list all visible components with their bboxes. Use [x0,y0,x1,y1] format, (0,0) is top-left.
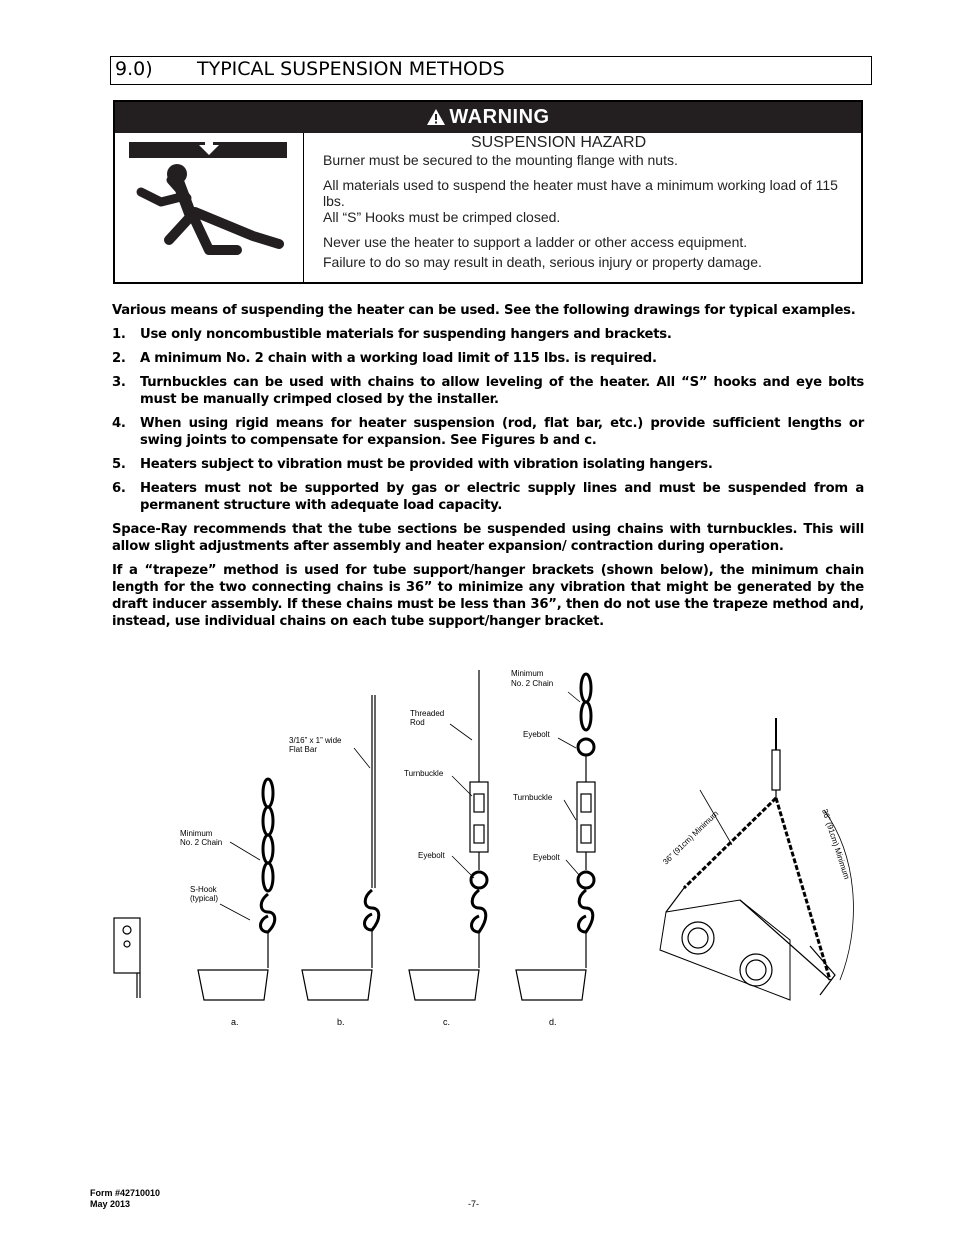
body-text [112,302,864,637]
intro-paragraph: Various means of suspending the heater can be used. See the following drawings for typical examples. [112,303,856,318]
label-min-chain-d-2: No. 2 Chain [511,679,554,688]
warning-line: All materials used to suspend the heater must have a minimum working load of 115 lbs. [323,177,838,209]
requirements-list [112,326,864,514]
label-threaded-rod: Threaded [410,709,445,718]
list-item-number: 2. [112,351,126,366]
list-item-number: 6. [112,481,126,496]
label-trapeze-left: 36” (91cm) Minimum [661,809,721,867]
list-item-number: 4. [112,416,126,431]
section-title: TYPICAL SUSPENSION METHODS [197,58,505,80]
trapeze-drawing [660,718,853,1000]
caption-b: b. [337,1017,345,1027]
list-item [112,456,864,473]
page-number: -7- [468,1199,479,1209]
label-trapeze-right: 36” (91cm) Minimum [820,807,852,881]
list-item [112,415,864,449]
form-number: Form #42710010 [90,1188,161,1198]
label-min-chain-a-2: No. 2 Chain [180,838,223,847]
falling-person-icon [129,140,289,270]
label-eyebolt-c: Eyebolt [418,851,445,860]
warning-divider [303,133,304,284]
warning-text [323,135,857,279]
list-item [112,480,864,514]
label-threaded-rod-2: Rod [410,718,425,727]
suspension-figure [100,650,880,1040]
warning-box [113,100,863,284]
label-eyebolt-d-top: Eyebolt [523,730,550,739]
recommendation-paragraph: Space-Ray recommends that the tube sections be suspended using chains with turnbuckles. This will allow slight adjustments after assembly and heater expansion/ contraction during operation. [112,522,864,554]
warning-line: All “S” Hooks must be crimped closed. [323,209,561,225]
warning-triangle-icon [426,108,446,126]
section-header [110,56,872,85]
label-s-hook-2: (typical) [190,894,219,903]
warning-line: Never use the heater to support a ladder or other access equipment. [323,234,748,250]
list-item-text: When using rigid means for heater suspension (rod, flat bar, etc.) provide sufficient lengths or swing joints to compensate for expansion. See Figures b and c. [140,416,864,448]
warning-banner [115,102,861,133]
mounting-bracket [114,918,140,998]
list-item-text: A minimum No. 2 chain with a working load limit of 115 lbs. is required. [140,351,657,366]
warning-line: Burner must be secured to the mounting flange with nuts. [323,152,678,168]
label-min-chain-d: Minimum [511,669,544,678]
list-item [112,350,864,367]
label-flat-bar: 3/16” x 1” wide [289,736,342,745]
list-item-text: Turnbuckles can be used with chains to allow leveling of the heater. All “S” hooks and eye bolts must be manually crimped closed by the installer. [140,375,864,407]
label-flat-bar-2: Flat Bar [289,745,318,754]
label-s-hook: S-Hook [190,885,217,894]
hazard-title: SUSPENSION HAZARD [471,134,647,151]
trapeze-paragraph: If a “trapeze” method is used for tube support/hanger brackets (shown below), the minimum chain length for the two connecting chains is 36” to minimize any vibration that might be generated by the draft inducer assembly. If these chains must be less than 36”, then do not use the trapeze method and, instead, use individual chains on each tube support/hanger bracket. [112,563,864,629]
list-item-text: Heaters subject to vibration must be provided with vibration isolating hangers. [140,457,713,472]
list-item-number: 3. [112,375,126,390]
list-item-number: 1. [112,327,126,342]
label-eyebolt-d: Eyebolt [533,853,560,862]
warning-line: Failure to do so may result in death, serious injury or property damage. [323,254,762,270]
label-min-chain-a: Minimum [180,829,213,838]
warning-banner-label: WARNING [449,106,550,128]
label-turnbuckle-c: Turnbuckle [404,769,444,778]
caption-a: a. [231,1017,239,1027]
list-item-number: 5. [112,457,126,472]
list-item-text: Heaters must not be supported by gas or electric supply lines and must be suspended from a permanent structure with adequate load capacity. [140,481,864,513]
form-date: May 2013 [90,1199,131,1209]
figure-d-chain-turnbuckle [516,674,595,1000]
label-turnbuckle-d: Turnbuckle [513,793,553,802]
section-number: 9.0) [115,58,153,80]
caption-d: d. [549,1017,557,1027]
list-item-text: Use only noncombustible materials for suspending hangers and brackets. [140,327,672,342]
caption-c: c. [443,1017,451,1027]
footer-form [90,1188,160,1210]
list-item [112,374,864,408]
list-item [112,326,864,343]
